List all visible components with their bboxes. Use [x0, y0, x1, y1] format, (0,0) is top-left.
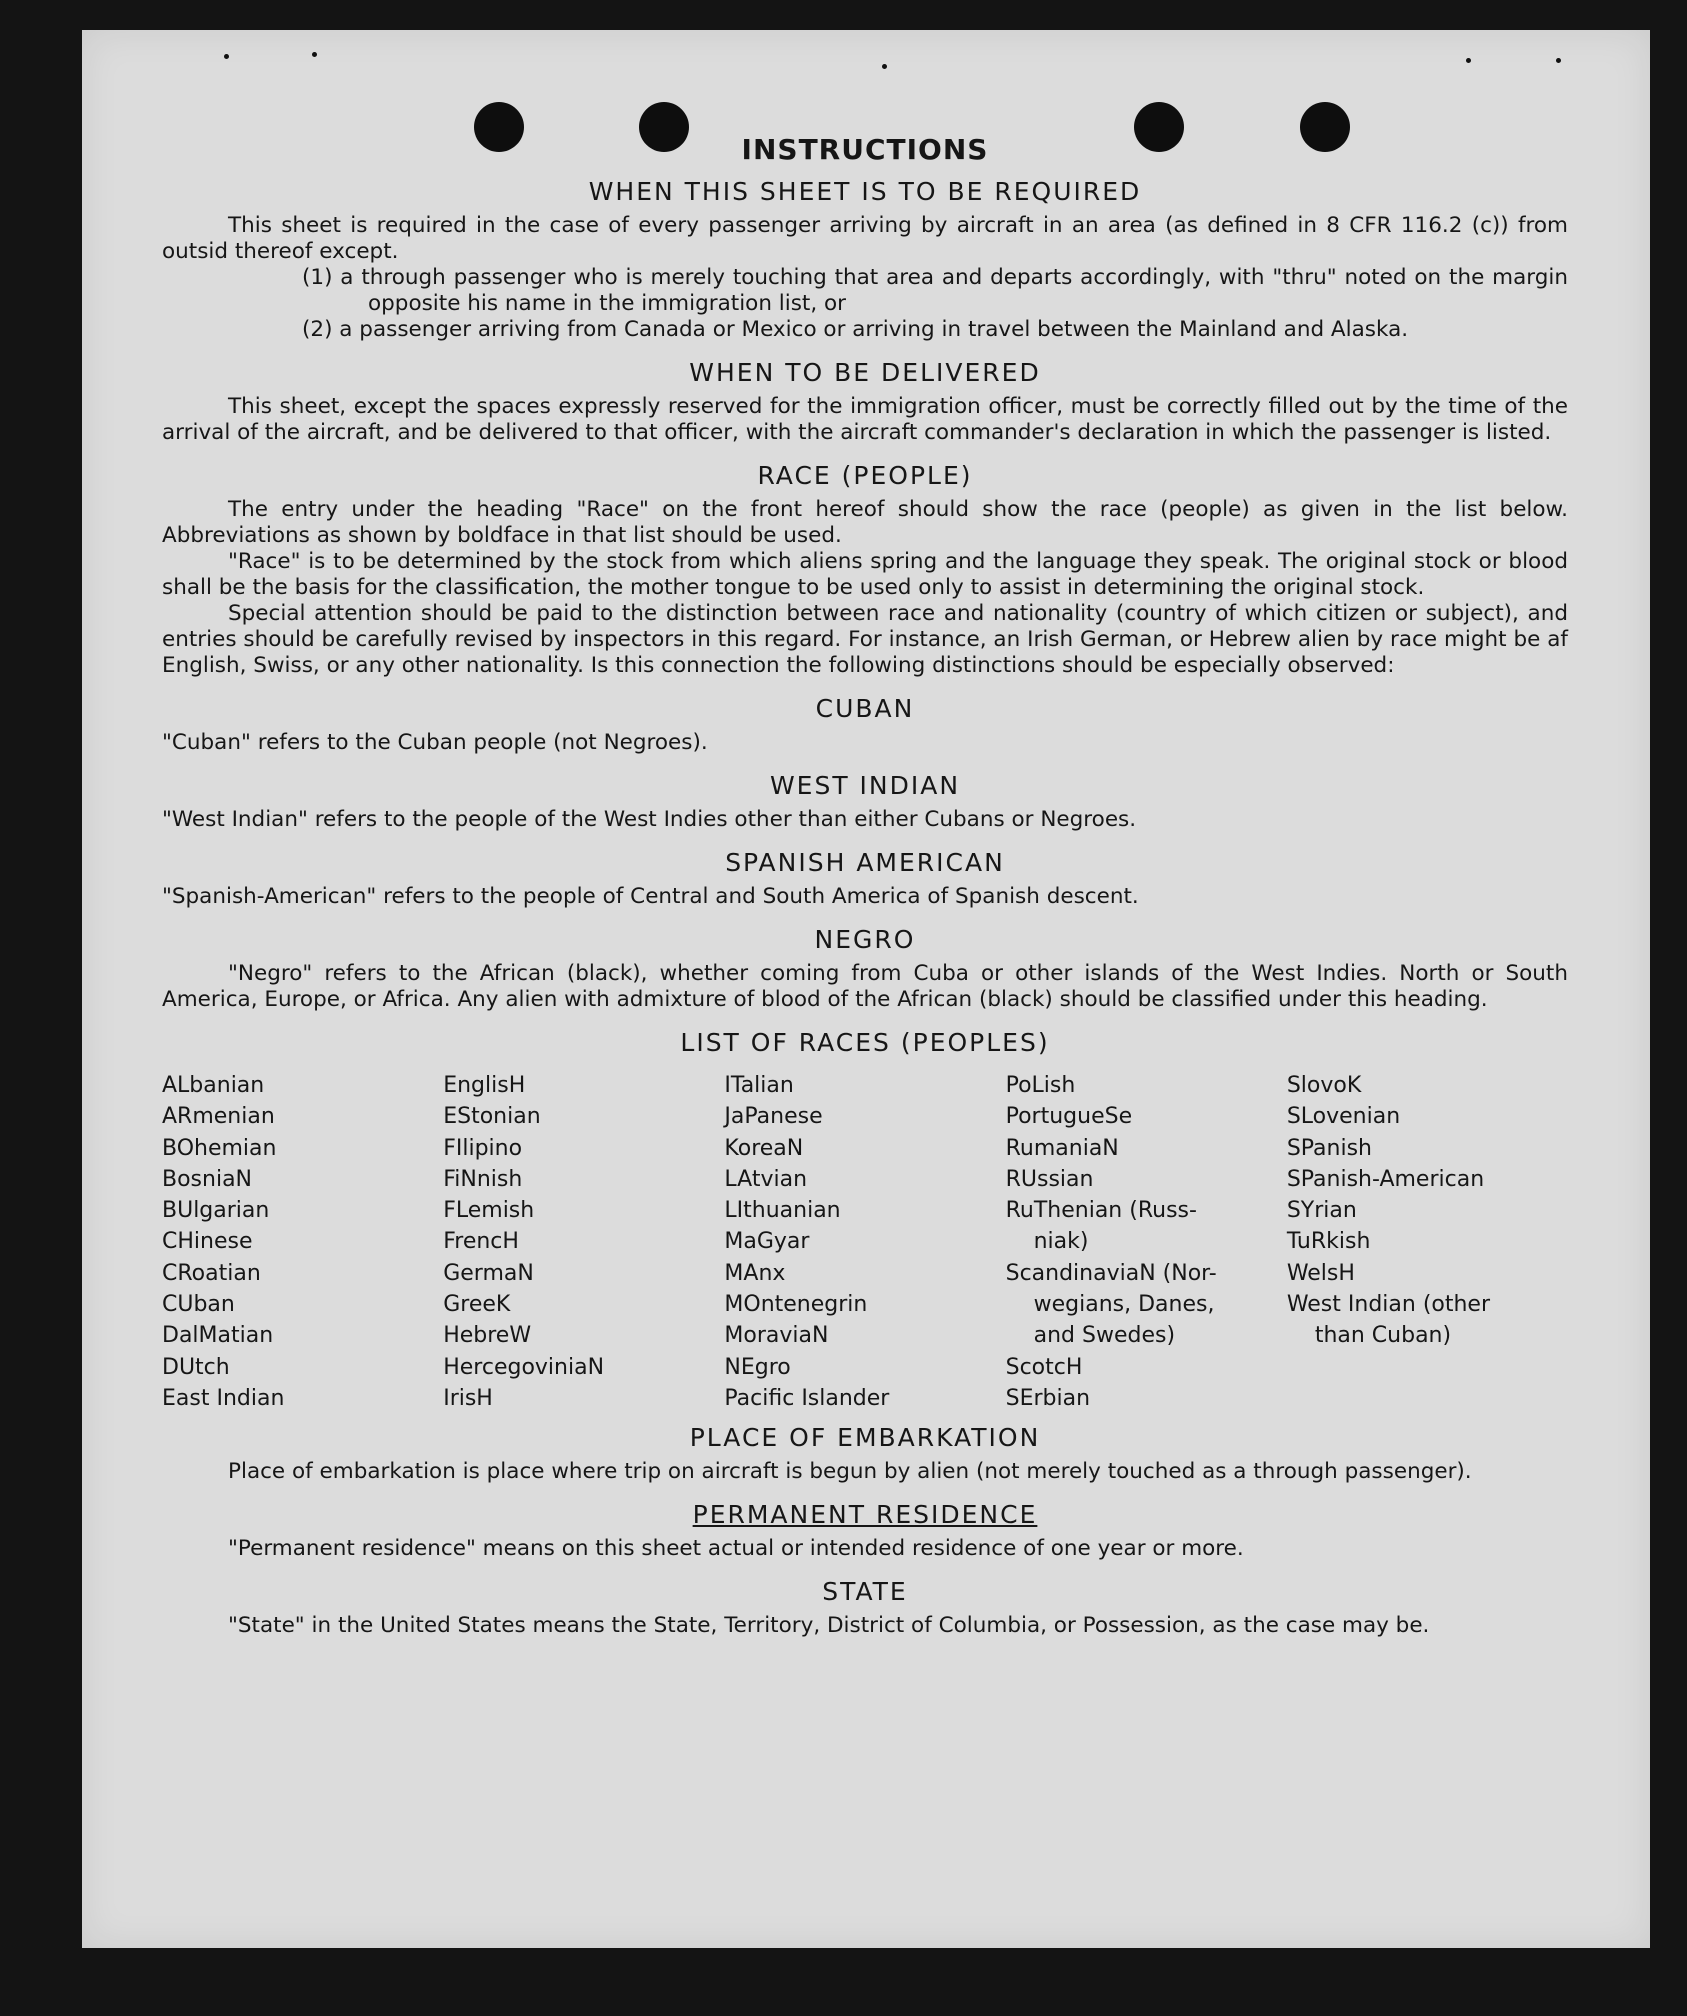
heading-list-of-races: LIST OF RACES (PEOPLES): [680, 1028, 1050, 1057]
race-entry: KoreaN: [724, 1135, 804, 1161]
race-entry: Pacific Islander: [724, 1385, 890, 1411]
race-entry: IrisH: [443, 1385, 493, 1411]
race-entry: ScotcH: [1005, 1354, 1083, 1380]
section-negro: [162, 961, 1568, 1013]
race-entry: West Indian (other: [1286, 1292, 1491, 1318]
race-entry: RumaniaN: [1005, 1135, 1119, 1161]
race-paragraph-3: Special attention should be paid to the distinction between race and nationality (country of which citizen or subject), and entries should be carefully revised by inspectors in this regard. For instance, an Irish German, or Hebrew alien by race might be af English, Swiss, or any other nationality. Is this connection the following distinctions should be especially observed:: [162, 601, 1568, 678]
state-text: "State" in the United States means the State, Territory, District of Columbia, or Possession, as the case may be.: [228, 1613, 1430, 1639]
race-column: [1287, 1070, 1568, 1414]
race-entry: PortugueSe: [1005, 1104, 1133, 1130]
heading-negro: NEGRO: [814, 925, 916, 954]
speck: [882, 64, 887, 69]
west-indian-text: "West Indian" refers to the people of the West Indies other than either Cubans or Negroes.: [162, 807, 1137, 832]
race-entry: SErbian: [1005, 1385, 1091, 1411]
race-entry: BosniaN: [162, 1166, 253, 1192]
race-entry: JaPanese: [724, 1104, 823, 1130]
race-entry: HercegoviniaN: [443, 1354, 605, 1380]
race-entry: FrencH: [443, 1229, 519, 1255]
race-list: [162, 1070, 1568, 1414]
residence-text: "Permanent residence" means on this sheet actual or intended residence of one year or more.: [228, 1536, 1244, 1562]
race-entry: GreeK: [443, 1292, 511, 1318]
required-item-2: (2) a passenger arriving from Canada or Mexico or arriving in travel between the Mainland and Alaska.: [302, 317, 1409, 342]
race-entry: ALbanian: [162, 1073, 265, 1098]
heading-spanish-american: SPANISH AMERICAN: [725, 848, 1005, 877]
required-item-1: (1) a through passenger who is merely touching that area and departs accordingly, with "thru" noted on the margin opposite his name in the immigration list, or: [302, 265, 1568, 316]
page-title: INSTRUCTIONS: [741, 133, 989, 166]
race-entry: MAnx: [724, 1260, 786, 1286]
race-entry: RUssian: [1005, 1166, 1094, 1192]
heading-residence: [162, 1493, 1568, 1536]
race-entry: PoLish: [1005, 1073, 1076, 1098]
speck: [1556, 58, 1561, 63]
race-entry: MoraviaN: [724, 1323, 829, 1349]
race-entry: wegians, Danes,: [1033, 1292, 1215, 1318]
race-entry: CUban: [162, 1292, 235, 1318]
speck: [312, 52, 317, 57]
section-delivered: [162, 394, 1568, 446]
race-entry: SPanish: [1286, 1135, 1372, 1161]
spanish-american-text: "Spanish-American" refers to the people of Central and South America of Spanish descent.: [162, 884, 1139, 909]
race-column: [724, 1070, 1005, 1414]
race-entry: SYrian: [1286, 1198, 1357, 1224]
race-entry: CHinese: [162, 1229, 253, 1255]
section-residence: [162, 1536, 1568, 1562]
section-west-indian: [162, 807, 1568, 833]
race-entry: MOntenegrin: [724, 1292, 868, 1318]
delivered-text: This sheet, except the spaces expressly reserved for the immigration officer, must be correctly filled out by the time of the arrival of the aircraft, and be delivered to that officer, with the aircraft commander's declaration in which the passenger is listed.: [162, 394, 1568, 445]
section-race: [162, 497, 1568, 679]
section-state: [162, 1613, 1568, 1639]
heading-state: STATE: [822, 1577, 908, 1607]
race-entry: TuRkish: [1286, 1229, 1371, 1255]
race-entry: HebreW: [443, 1323, 532, 1349]
race-entry: EnglisH: [443, 1073, 526, 1098]
race-entry: ITalian: [724, 1073, 794, 1098]
race-entry: SPanish-American: [1286, 1166, 1485, 1192]
race-entry: DUtch: [162, 1354, 230, 1380]
speck: [1466, 58, 1471, 63]
race-column: [443, 1070, 724, 1414]
race-entry: BOhemian: [162, 1135, 277, 1161]
instructions-content: [162, 130, 1568, 1647]
required-intro: This sheet is required in the case of every passenger arriving by aircraft in an area (as defined in 8 CFR 116.2 (c)) from outsid thereof except.: [162, 213, 1568, 264]
race-entry: CRoatian: [162, 1260, 261, 1286]
race-column: [162, 1070, 443, 1414]
race-entry: LAtvian: [724, 1166, 808, 1192]
section-required: [162, 213, 1568, 343]
speck: [224, 54, 229, 59]
heading-embarkation: PLACE OF EMBARKATION: [689, 1423, 1041, 1453]
embarkation-text: Place of embarkation is place where trip on aircraft is begun by alien (not merely touched as a through passenger).: [228, 1459, 1472, 1485]
race-entry: and Swedes): [1033, 1323, 1176, 1349]
race-entry: LIthuanian: [724, 1198, 841, 1224]
race-entry: BUlgarian: [162, 1198, 270, 1224]
race-entry: FiNnish: [443, 1166, 523, 1192]
race-entry: EStonian: [443, 1104, 541, 1130]
heading-cuban: CUBAN: [815, 694, 915, 723]
race-paragraph-2: "Race" is to be determined by the stock from which aliens spring and the language they speak. The original stock or blood shall be the basis for the classification, the mother tongue to be used only to assist in determining the original stock.: [162, 549, 1568, 600]
section-spanish-american: [162, 884, 1568, 910]
race-entry: niak): [1033, 1229, 1089, 1255]
race-entry: FIlipino: [443, 1135, 523, 1161]
section-cuban: [162, 730, 1568, 756]
race-entry: GermaN: [443, 1260, 534, 1286]
race-entry: East Indian: [162, 1385, 285, 1411]
race-column: [1006, 1070, 1287, 1414]
race-entry: ScandinaviaN (Nor-: [1005, 1260, 1217, 1286]
race-entry: MaGyar: [724, 1229, 810, 1255]
race-entry: than Cuban): [1314, 1323, 1452, 1349]
race-entry: FLemish: [443, 1198, 535, 1224]
heading-west-indian: WEST INDIAN: [769, 771, 961, 800]
cuban-text: "Cuban" refers to the Cuban people (not Negroes).: [162, 730, 708, 755]
race-entry: DalMatian: [162, 1323, 274, 1349]
negro-text: "Negro" refers to the African (black), whether coming from Cuba or other islands of the West Indies. North or South America, Europe, or Africa. Any alien with admixture of blood of the African (black) should be classified under this heading.: [162, 961, 1568, 1012]
section-embarkation: [162, 1459, 1568, 1485]
race-entry: SlovoK: [1286, 1073, 1362, 1098]
residence-heading-text: PERMANENT RESIDENCE: [692, 1500, 1038, 1530]
race-entry: RuThenian (Russ-: [1005, 1198, 1197, 1224]
race-entry: SLovenian: [1286, 1104, 1401, 1130]
race-entry: ARmenian: [162, 1104, 275, 1130]
document-sheet: [82, 30, 1650, 1948]
heading-race: RACE (PEOPLE): [757, 461, 973, 490]
race-entry: WelsH: [1286, 1260, 1355, 1286]
race-paragraph-1: The entry under the heading "Race" on the front hereof should show the race (people) as given in the list below. Abbreviations as shown by boldface in that list should be used.: [162, 497, 1568, 548]
race-entry: NEgro: [724, 1354, 791, 1380]
heading-delivered: WHEN TO BE DELIVERED: [689, 358, 1041, 387]
heading-required: WHEN THIS SHEET IS TO BE REQUIRED: [588, 177, 1142, 206]
